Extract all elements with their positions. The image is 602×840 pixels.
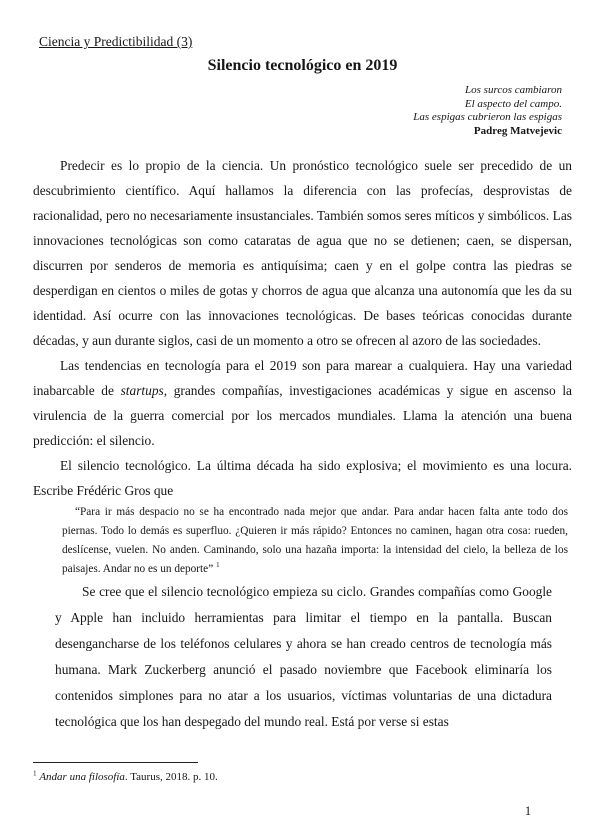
paragraph-3: El silencio tecnológico. La última década ha sido explosiva; el movimiento es una locura. Escribe Frédéric Gros que	[33, 458, 572, 498]
footnote-separator	[33, 762, 198, 763]
page-title: Silencio tecnológico en 2019	[207, 57, 398, 74]
paragraph-4: Se cree que el silencio tecnológico empieza su ciclo. Grandes compañías como Google y Apple han incluido herramientas para limitar el tiempo en la pantalla. Buscan desengancharse de los teléfonos celulares y ahora se han creado centros de tecnología más humana. Mark Zuckerberg anunció el pasado noviembre que Facebook eliminaría los contenidos simplones para no atar a los usuarios, víctimas voluntarias de una dictadura tecnológica que los han despegado del mundo real. Está por verse si estas	[55, 584, 552, 729]
epigraph-author: Padreg Matvejevic	[473, 124, 562, 137]
epigraph-line: Las espigas cubrieron las espigas	[413, 111, 562, 123]
page-number: 1	[524, 804, 532, 818]
epigraph	[33, 84, 572, 138]
paragraph-2: Las tendencias en tecnología para el 2019 son para marear a cualquiera. Hay una variedad inabarcable de startups, grandes compañías, investigaciones académicas y sigue en ascenso la virulencia de la guerra comercial por los mercados mundiales. Llama la atención una buena predicción: el silencio.	[33, 358, 572, 448]
epigraph-line: El aspecto del campo.	[464, 97, 562, 110]
running-header: Ciencia y Predictibilidad (3)	[39, 34, 193, 49]
epigraph-line: Los surcos cambiaron	[465, 84, 562, 96]
block-quote: “Para ir más despacio no se ha encontrado nada mejor que andar. Para andar hacen falta ante todo dos piernas. Todo lo demás es superfluo. ¿Quieren ir más rápido? Entonces no caminen, hagan otra cosa: rueden, deslícense, vuelen. No anden. Caminando, solo una hazaña importa: la intensidad del cielo, la belleza de los paisajes. Andar no es un deporte” $^1$	[62, 506, 568, 575]
footnote-area	[33, 762, 433, 784]
paragraph-1: Predecir es lo propio de la ciencia. Un pronóstico tecnológico suele ser precedido de un descubrimiento científico. Aquí hallamos la diferencia con las profecías, desprovistas de racionalidad, pero no necesariamente insustanciales. También somos seres míticos y simbólicos. Las innovaciones tecnológicas son como cataratas de agua que no se detienen; caen, se dispersan, discurren por senderos de memoria es antiquísima; caen y en el golpe contra las piedras se desperdigan en cientos o miles de gotas y chorros de agua que alcanza una autonomía que les da su identidad. Así ocurre con las innovaciones tecnológicas. De bases teóricas conocidas durante décadas, y aun durante siglos, casi de un momento a otro se ofrecen al azoro de las sociedades.	[33, 158, 572, 348]
footnote: $^1$ Andar una filosofía. Taurus, 2018. p. 10.	[33, 769, 218, 783]
